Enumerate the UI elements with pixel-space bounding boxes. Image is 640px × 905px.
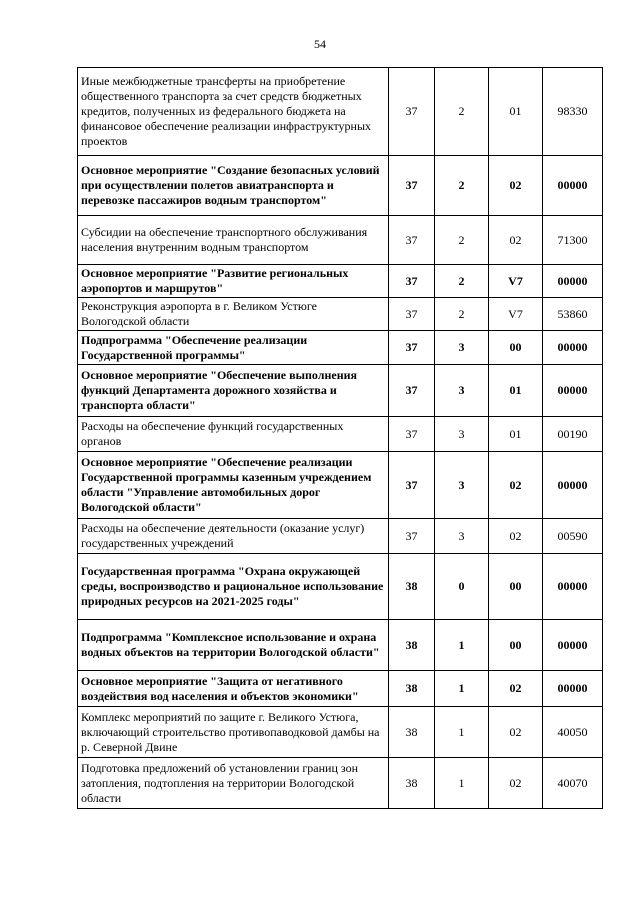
row-code-2: 3 — [435, 417, 489, 452]
row-code-4: 00000 — [543, 156, 603, 216]
table-row — [78, 216, 603, 265]
row-name: Подпрограмма "Обеспечение реализации Государственной программы" — [78, 331, 389, 365]
row-name: Подготовка предложений об установлении границ зон затопления, подтопления на территории Вологодской области — [78, 758, 389, 809]
table-row — [78, 331, 603, 365]
table-row — [78, 554, 603, 620]
row-name: Комплекс мероприятий по защите г. Великого Устюга, включающий строительство противопаводковой дамбы на р. Северной Двине — [78, 707, 389, 758]
row-code-2: 1 — [435, 620, 489, 671]
row-code-3: 02 — [489, 452, 543, 519]
row-code-3: 01 — [489, 68, 543, 156]
table-body — [78, 68, 603, 809]
row-code-2: 2 — [435, 298, 489, 331]
row-code-2: 2 — [435, 68, 489, 156]
table-row — [78, 298, 603, 331]
row-code-3: 02 — [489, 671, 543, 707]
row-name: Основное мероприятие "Защита от негативного воздействия вод населения и объектов экономики" — [78, 671, 389, 707]
row-code-1: 38 — [389, 758, 435, 809]
row-code-2: 1 — [435, 671, 489, 707]
row-name: Расходы на обеспечение деятельности (оказание услуг) государственных учреждений — [78, 519, 389, 554]
row-name: Расходы на обеспечение функций государственных органов — [78, 417, 389, 452]
row-code-3: V7 — [489, 265, 543, 298]
table-row — [78, 707, 603, 758]
row-code-3: 01 — [489, 365, 543, 417]
row-code-1: 38 — [389, 707, 435, 758]
row-name: Основное мероприятие "Развитие региональных аэропортов и маршрутов" — [78, 265, 389, 298]
row-code-2: 0 — [435, 554, 489, 620]
row-code-1: 37 — [389, 265, 435, 298]
row-name: Основное мероприятие "Обеспечение реализации Государственной программы казенным учреждением области "Управление автомобильных дорог Вологодской области" — [78, 452, 389, 519]
row-code-1: 37 — [389, 68, 435, 156]
row-code-4: 71300 — [543, 216, 603, 265]
row-code-2: 1 — [435, 758, 489, 809]
row-code-4: 00000 — [543, 331, 603, 365]
row-code-4: 40050 — [543, 707, 603, 758]
row-code-1: 38 — [389, 620, 435, 671]
row-code-2: 2 — [435, 156, 489, 216]
row-code-1: 37 — [389, 452, 435, 519]
row-name: Государственная программа "Охрана окружающей среды, воспроизводство и рациональное использование природных ресурсов на 2021-2025 годы" — [78, 554, 389, 620]
row-code-4: 53860 — [543, 298, 603, 331]
table-row — [78, 519, 603, 554]
row-code-3: 00 — [489, 331, 543, 365]
row-code-2: 1 — [435, 707, 489, 758]
row-code-3: 00 — [489, 554, 543, 620]
row-code-3: 01 — [489, 417, 543, 452]
row-code-3: V7 — [489, 298, 543, 331]
row-code-3: 02 — [489, 758, 543, 809]
row-code-3: 02 — [489, 707, 543, 758]
row-code-1: 37 — [389, 156, 435, 216]
table-row — [78, 156, 603, 216]
row-code-1: 37 — [389, 298, 435, 331]
row-code-4: 00000 — [543, 671, 603, 707]
table-row — [78, 758, 603, 809]
row-code-2: 3 — [435, 331, 489, 365]
row-code-4: 00000 — [543, 265, 603, 298]
table-row — [78, 620, 603, 671]
row-code-4: 00000 — [543, 452, 603, 519]
row-code-2: 3 — [435, 365, 489, 417]
table-row — [78, 671, 603, 707]
row-code-4: 40070 — [543, 758, 603, 809]
table-row — [78, 452, 603, 519]
row-name: Иные межбюджетные трансферты на приобретение общественного транспорта за счет средств бюджетных кредитов, полученных из федерального бюджета на финансовое обеспечение реализации инфраструктурных проектов — [78, 68, 389, 156]
row-code-3: 02 — [489, 216, 543, 265]
row-code-1: 37 — [389, 365, 435, 417]
row-code-4: 00000 — [543, 620, 603, 671]
row-code-4: 00000 — [543, 365, 603, 417]
row-code-1: 38 — [389, 671, 435, 707]
row-code-2: 2 — [435, 216, 489, 265]
row-code-3: 00 — [489, 620, 543, 671]
page-number: 54 — [314, 37, 326, 51]
row-code-2: 2 — [435, 265, 489, 298]
row-code-4: 00590 — [543, 519, 603, 554]
row-code-3: 02 — [489, 519, 543, 554]
table-row — [78, 365, 603, 417]
row-code-1: 38 — [389, 554, 435, 620]
row-name: Подпрограмма "Комплексное использование и охрана водных объектов на территории Вологодской области" — [78, 620, 389, 671]
row-code-4: 00190 — [543, 417, 603, 452]
row-code-1: 37 — [389, 519, 435, 554]
row-code-2: 3 — [435, 519, 489, 554]
row-code-2: 3 — [435, 452, 489, 519]
table-row — [78, 265, 603, 298]
row-name: Субсидии на обеспечение транспортного обслуживания населения внутренним водным транспортом — [78, 216, 389, 265]
budget-table — [77, 67, 603, 809]
row-code-1: 37 — [389, 417, 435, 452]
row-name: Основное мероприятие "Создание безопасных условий при осуществлении полетов авиатранспорта и перевозке пассажиров водным транспортом" — [78, 156, 389, 216]
row-code-4: 00000 — [543, 554, 603, 620]
row-code-3: 02 — [489, 156, 543, 216]
table-row — [78, 68, 603, 156]
row-name: Реконструкция аэропорта в г. Великом Устюге Вологодской области — [78, 298, 389, 331]
row-name: Основное мероприятие "Обеспечение выполнения функций Департамента дорожного хозяйства и транспорта области" — [78, 365, 389, 417]
row-code-1: 37 — [389, 216, 435, 265]
row-code-1: 37 — [389, 331, 435, 365]
row-code-4: 98330 — [543, 68, 603, 156]
table-row — [78, 417, 603, 452]
